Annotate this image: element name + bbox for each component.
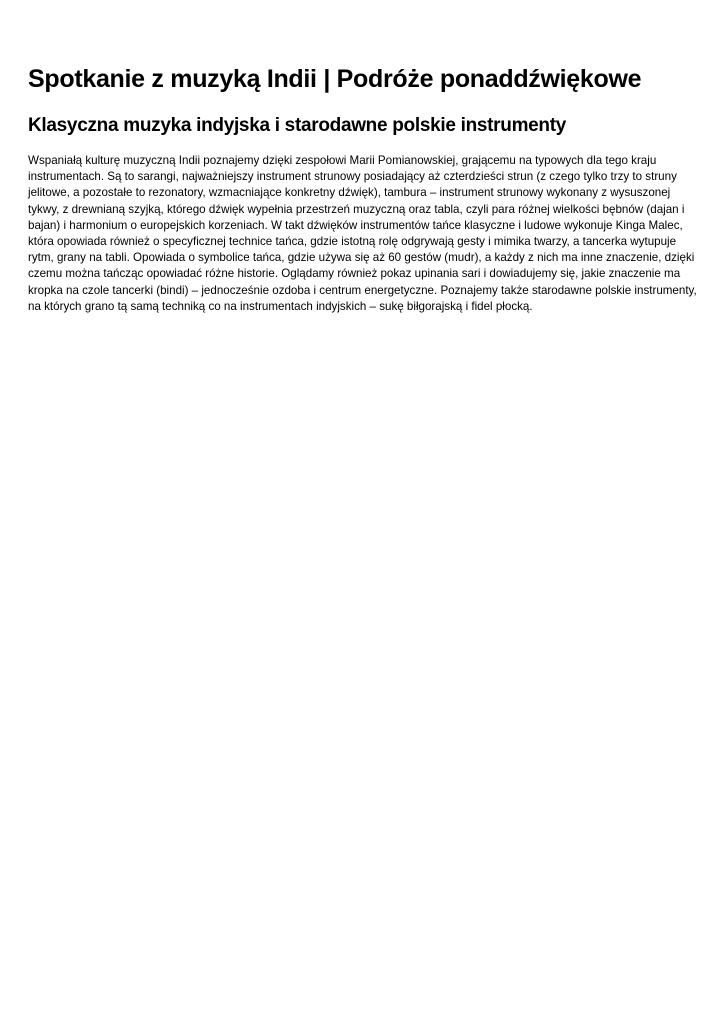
page-subtitle: Klasyczna muzyka indyjska i starodawne polskie instrumenty xyxy=(28,115,567,136)
body-paragraph: Wspaniałą kulturę muzyczną Indii poznajemy dzięki zespołowi Marii Pomianowskiej, grającemu na typowych dla tego kraju instrumentach. Są to sarangi, najważniejszy instrument strunowy posiadający aż czterdzieści strun (z czego tylko trzy to struny jelitowe, a pozostałe to rezonatory, wzmacniające konkretny dźwięk), tambura – instrument strunowy wykonany z wysuszonej tykwy, z drewnianą szyjką, którego dźwięk wypełnia przestrzeń muzyczną oraz tabla, czyli para różnej wielkości bębnów (dajan i bajan) i harmonium o europejskich korzeniach. W takt dźwięków instrumentów tańce klasyczne i ludowe wykonuje Kinga Malec, która opowiada również o specyficznej technice tańca, gdzie istotną rolę odgrywają gesty i mimika twarzy, a tancerka wytupuje rytm, grany na tabli. Opowiada o symbolice tańca, gdzie używa się aż 60 gestów (mudr), a każdy z nich ma inne znaczenie, dzięki czemu można tańcząc opowiadać różne historie. Oglądamy również pokaz upinania sari i dowiadujemy się, jakie znaczenie ma kropka na czole tancerki (bindi) – jednocześnie ozdoba i centrum energetyczne. Poznajemy także starodawne polskie instrumenty, na których grano tą samą techniką co na instrumentach indyjskich – sukę biłgorajską i fidel płocką. xyxy=(28,154,697,313)
page-title: Spotkanie z muzyką Indii | Podróże ponaddźwiękowe xyxy=(28,65,642,93)
